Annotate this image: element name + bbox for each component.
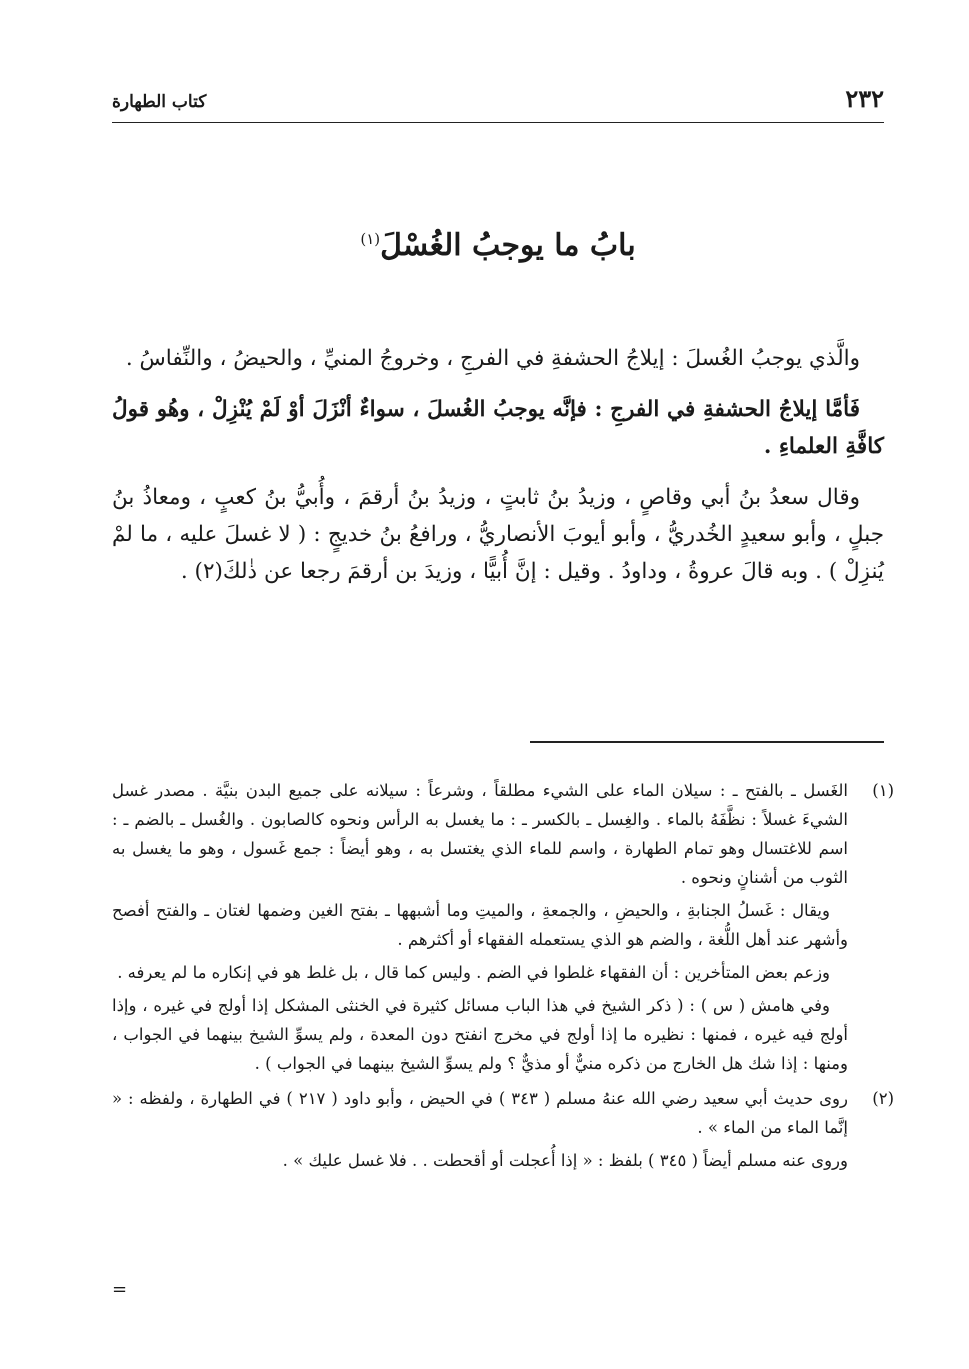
footnote-paragraph: الغَسل ـ بالفتح ـ : سيلان الماء على الشيء مطلقاً ، وشرعاً : سيلانه على جميع البدن بنيَّة . مصدر غسل الشيءَ غسلاً : نظَّفَهُ بالماء . والغِسل ـ بالكسر ـ : ما يغسل به الرأس ونحوه كالصابون . والغُسل ـ بالضم ـ : اسم للاغتسال وهو تمام الطهارة ، واسم للماء الذي يغتسل به ، وهو أيضاً : جمع غَسول ، وهو ما يغسل به الثوب من أشنانٍ ونحوه . bbox=[112, 781, 848, 887]
footnote-paragraph: وروى عنه مسلم أيضاً ( ٣٤٥ ) بلفظ : « إذا أُعجلت أو أقحطت . . فلا غسل عليك » . bbox=[282, 1151, 848, 1170]
paragraph-2 bbox=[112, 391, 884, 465]
footnote-number: (١) bbox=[872, 781, 894, 800]
chapter-title bbox=[112, 228, 884, 263]
paragraph-3: وقال سعدُ بنُ أبي وقاصٍ ، وزيدُ بنُ ثابتٍ ، وزيدُ بنُ أرقمَ ، وأُبيُّ بنُ كعبٍ ، ومعاذُ بنُ جبلٍ ، وأبو سعيدٍ الخُدريُّ ، وأبو أيوبَ الأنصاريُّ ، ورافعُ بنُ خديجٍ : ( لا غسلَ عليه ، ما لمْ يُنزِلْ ) . وبه قالَ عروةُ ، وداودُ . وقيل : إنَّ أُبيًّا ، وزيدَ بن أرقمَ رجعا عن ذٰلكَ(٢) . bbox=[112, 485, 884, 584]
footnote-body bbox=[112, 776, 848, 1082]
footnote-paragraph: وفي هامش ( س ) : ( ذكر الشيخ في هذا الباب مسائل كثيرة في الخنثى المشكل إذا أولج في غيره ، وإذا أولج فيه غيره ، فمنها : نظيره ما إذا أولج في مخرج انفتح دون المعدة ، ولم يسوِّ الشيخ بينهما في الجواب ، ومنها : إذا شك هل الخارج من ذكره منيٌّ أو مذيٌّ ؟ ولم يسوِّ الشيخ بينهما في الجواب ) . bbox=[112, 996, 848, 1073]
paragraph-2-text: فَأمَّا إيلاجُ الحشفةِ في الفرجِ : فإنَّه يوجبُ الغُسلَ ، سواءٌ أنْزَلَ أوْ لَمْ يُنْزِلْ ، وهُو قولُ كافَّةِ العلماءِ . bbox=[112, 397, 884, 459]
footnote-ref-1: (١) bbox=[360, 230, 381, 248]
footnotes-divider bbox=[530, 741, 884, 743]
main-text bbox=[112, 340, 884, 604]
continuation-mark: = bbox=[112, 1279, 128, 1300]
header-divider bbox=[112, 122, 884, 123]
footnote-paragraph: ويقال : غَسلُ الجنابةِ ، والحيضِ ، والجمعةِ ، والميتِ وما أشبهها ـ بفتح الغين وضمها لغتان ـ والفتح أفصح وأشهر عند أهل اللُّغة ، والضم هو الذي يستعمله الفقهاء أو أكثرهم . bbox=[112, 901, 848, 949]
page-header bbox=[112, 82, 884, 122]
footnote-body bbox=[112, 1084, 848, 1179]
footnote-2 bbox=[112, 1084, 894, 1179]
footnote-paragraph: روى حديث أبي سعيد رضي الله عنهُ مسلم ( ٣٤٣ ) في الحيض ، وأبو داود ( ٢١٧ ) في الطهارة ، ولفظه : « إنَّما الماء من الماء » . bbox=[112, 1089, 848, 1137]
footnotes bbox=[112, 776, 894, 1181]
footnote-paragraph: وزعم بعض المتأخرين : أن الفقهاء غلطوا في الضم . وليس كما قال ، بل غلط هو في إنكاره ما لم يعرفه . bbox=[117, 963, 830, 982]
running-title: كتاب الطهارة bbox=[112, 92, 207, 112]
page-number: ٢٣٢ bbox=[845, 84, 884, 113]
footnote-1 bbox=[112, 776, 894, 1082]
footnote-number: (٢) bbox=[872, 1089, 894, 1108]
chapter-title-text: بابُ ما يوجبُ الغُسْلَ bbox=[380, 228, 636, 263]
paragraph-1: والَّذي يوجبُ الغُسلَ : إيلاجُ الحشفةِ في الفرجِ ، وخروجُ المنيِّ ، والحيضُ ، والنِّفاسُ . bbox=[125, 346, 860, 371]
